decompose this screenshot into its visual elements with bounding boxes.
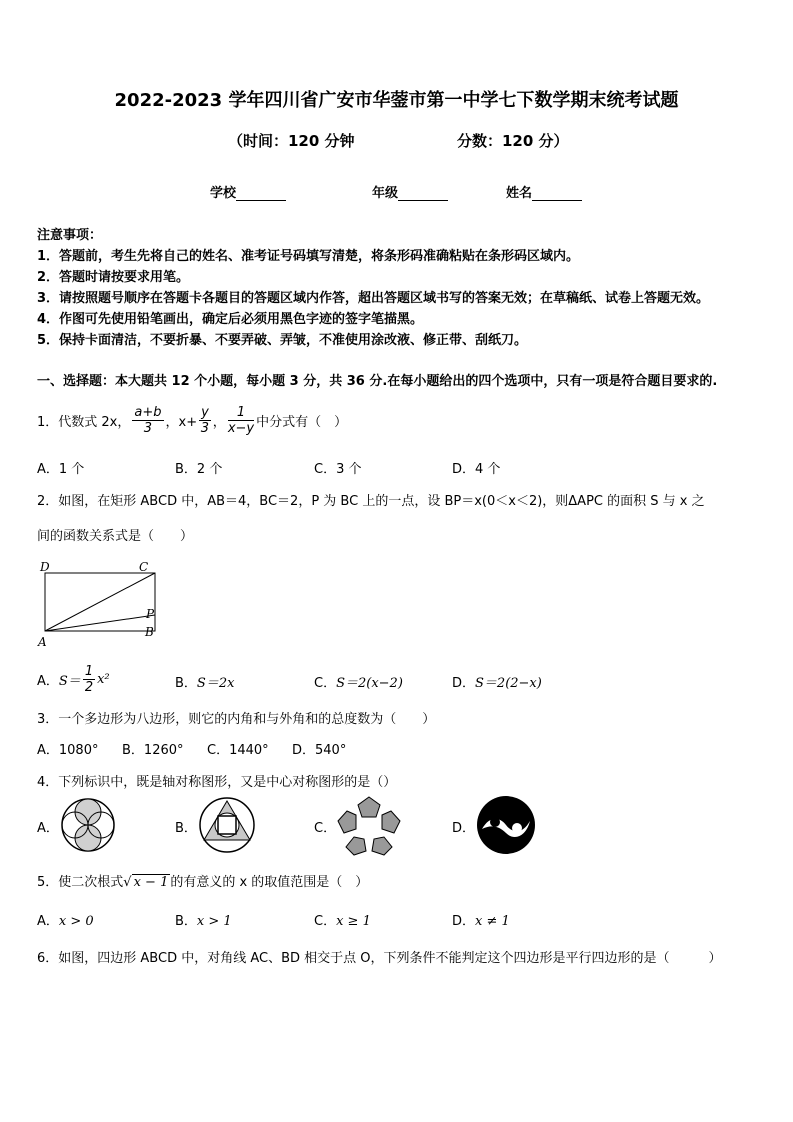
q1-f1-num: a+b [134, 404, 162, 420]
note-item: 1．答题前，考生先将自己的姓名、准考证号码填写清楚，将条形码准确粘贴在条形码区域内。 [37, 249, 580, 264]
name-blank[interactable] [532, 187, 582, 201]
q5-option-c[interactable] [314, 910, 371, 929]
question-2-stem-line2: 间的函数关系式是（ ） [37, 529, 194, 544]
section-heading: 一、选择题：本大题共 12 个小题，每小题 3 分，共 36 分.在每小题给出的四个选项中，只有一项是符合题目要求的. [37, 374, 718, 389]
q5-opt-d-label: D． [452, 914, 476, 929]
question-6-stem: 6．如图，四边形 ABCD 中，对角线 AC、BD 相交于点 O，下列条件不能判定这个四边形是平行四边形的是（ ） [37, 951, 722, 966]
exam-title: 2022-2023 学年四川省广安市华蓥市第一中学七下数学期末统考试题 [114, 90, 679, 111]
note-item: 2．答题时请按要求用笔。 [37, 270, 190, 285]
label-b: B [145, 625, 154, 639]
q2-opt-d-label: D． [452, 676, 476, 691]
school-label: 学校 [210, 186, 237, 201]
q5-option-b[interactable] [175, 910, 232, 929]
segment-ac [45, 573, 155, 631]
q2-opt-b-label: B． [175, 676, 197, 691]
question-5-stem [37, 871, 368, 890]
q2-option-b[interactable] [175, 672, 234, 691]
q5-option-a[interactable] [37, 910, 94, 929]
q2-opt-a-post: x² [97, 671, 110, 687]
q1-suffix: 中分式有（ ） [256, 414, 348, 430]
q5-opt-a-math: x > 0 [58, 914, 94, 929]
q5-opt-c-label: C． [314, 914, 337, 929]
q4-option-b[interactable]: B． [175, 821, 197, 836]
note-item: 3．请按照题号顺序在答题卡各题目的答题区域内作答，超出答题区域书写的答案无效；在草稿纸、试卷上答题无效。 [37, 291, 710, 306]
q2-option-a[interactable] [37, 662, 110, 696]
label-d: D [40, 560, 50, 574]
note-item: 4．作图可先使用铅笔画出，确定后必须用黑色字迹的签字笔描黑。 [37, 312, 424, 327]
question-4-stem: 4．下列标识中，既是轴对称图形，又是中心对称图形的是（） [37, 775, 397, 790]
name-label: 姓名 [506, 186, 533, 201]
segment-ap [45, 615, 155, 631]
radical-sign-icon: √ [123, 875, 132, 890]
note-item: 5．保持卡面清洁，不要折暴、不要弄破、弄皱，不准使用涂改液、修正带、刮纸刀。 [37, 333, 528, 348]
q1-f2-num: y [201, 404, 209, 420]
pentagon-ring-icon [336, 793, 402, 857]
q1-prefix: 1．代数式 2x， [37, 414, 131, 430]
label-a: A [38, 635, 47, 648]
time-label: （时间：120 分钟 [228, 132, 355, 150]
q3-option-c[interactable]: C．1440° [207, 743, 269, 758]
q1-option-c[interactable]: C．3 个 [314, 462, 362, 477]
q2-option-d[interactable] [452, 672, 542, 691]
q2-opt-a-label: A． [37, 673, 59, 689]
notes-heading: 注意事项： [37, 228, 103, 243]
q2-opt-a-fraction [83, 664, 95, 695]
label-p: P [146, 607, 155, 621]
label-c: C [139, 560, 149, 574]
grade-label: 年级 [372, 186, 399, 201]
q5-opt-b-label: B． [175, 914, 197, 929]
q3-option-d[interactable]: D．540° [292, 743, 347, 758]
q1-f1-den: 3 [143, 420, 153, 436]
q2-opt-a-num: 1 [84, 663, 94, 679]
q2-opt-c-label: C． [314, 676, 337, 691]
wave-emblem-icon [476, 795, 536, 855]
q5-stem-pre: 5．使二次根式 [37, 875, 124, 890]
q5-opt-d-math: x ≠ 1 [475, 914, 510, 929]
question-3-stem: 3．一个多边形为八边形，则它的内角和与外角和的总度数为（ ） [37, 712, 436, 727]
q2-opt-a-math: S＝ [58, 673, 81, 689]
q4-option-c[interactable]: C． [314, 821, 337, 836]
name-field[interactable] [506, 182, 582, 201]
q2-opt-c-math: S＝2(x−2) [336, 676, 403, 691]
q1-fraction-3 [228, 405, 254, 436]
q1-option-b[interactable]: B．2 个 [175, 462, 223, 477]
q1-fraction-2 [199, 405, 211, 436]
q3-option-b[interactable]: B．1260° [122, 743, 184, 758]
q2-option-c[interactable] [314, 672, 403, 691]
score-label: 分数：120 分） [457, 132, 569, 150]
q1-option-a[interactable]: A．1 个 [37, 462, 85, 477]
q5-stem-post: 的有意义的 x 的取值范围是（ ） [170, 875, 369, 890]
q1-mid: ，x+ [165, 414, 198, 430]
q1-fraction-1 [132, 405, 163, 436]
q2-rectangle-figure [35, 558, 165, 648]
school-field[interactable] [210, 182, 286, 201]
q5-opt-b-math: x > 1 [196, 914, 232, 929]
q1-option-d[interactable]: D．4 个 [452, 462, 501, 477]
grade-blank[interactable] [398, 187, 448, 201]
q4-option-a[interactable]: A． [37, 821, 59, 836]
q1-f3-den: x−y [227, 420, 255, 436]
q1-f3-num: 1 [228, 405, 254, 421]
q2-opt-b-math: S＝2x [196, 676, 235, 691]
q5-opt-c-math: x ≥ 1 [336, 914, 371, 929]
q5-opt-a-label: A． [37, 914, 59, 929]
q2-opt-d-math: S＝2(2−x) [475, 676, 542, 691]
grade-field[interactable] [372, 182, 448, 201]
triangle-square-emblem-icon [198, 796, 256, 854]
question-2-stem-line1: 2．如图，在矩形 ABCD 中，AB＝4，BC＝2，P 为 BC 上的一点，设 BP＝x(0＜x＜2)，则ΔAPC 的面积 S 与 x 之 [37, 494, 705, 509]
q5-option-d[interactable] [452, 910, 510, 929]
q2-opt-a-den: 2 [84, 679, 94, 695]
q4-option-d[interactable]: D． [452, 821, 476, 836]
school-blank[interactable] [236, 187, 286, 201]
q5-radicand: x − 1 [133, 875, 169, 890]
q3-option-a[interactable]: A．1080° [37, 743, 99, 758]
question-1-stem [37, 398, 347, 442]
q1-sep: ， [212, 414, 226, 430]
flower-emblem-icon [60, 797, 116, 853]
q1-f2-den: 3 [200, 420, 210, 436]
